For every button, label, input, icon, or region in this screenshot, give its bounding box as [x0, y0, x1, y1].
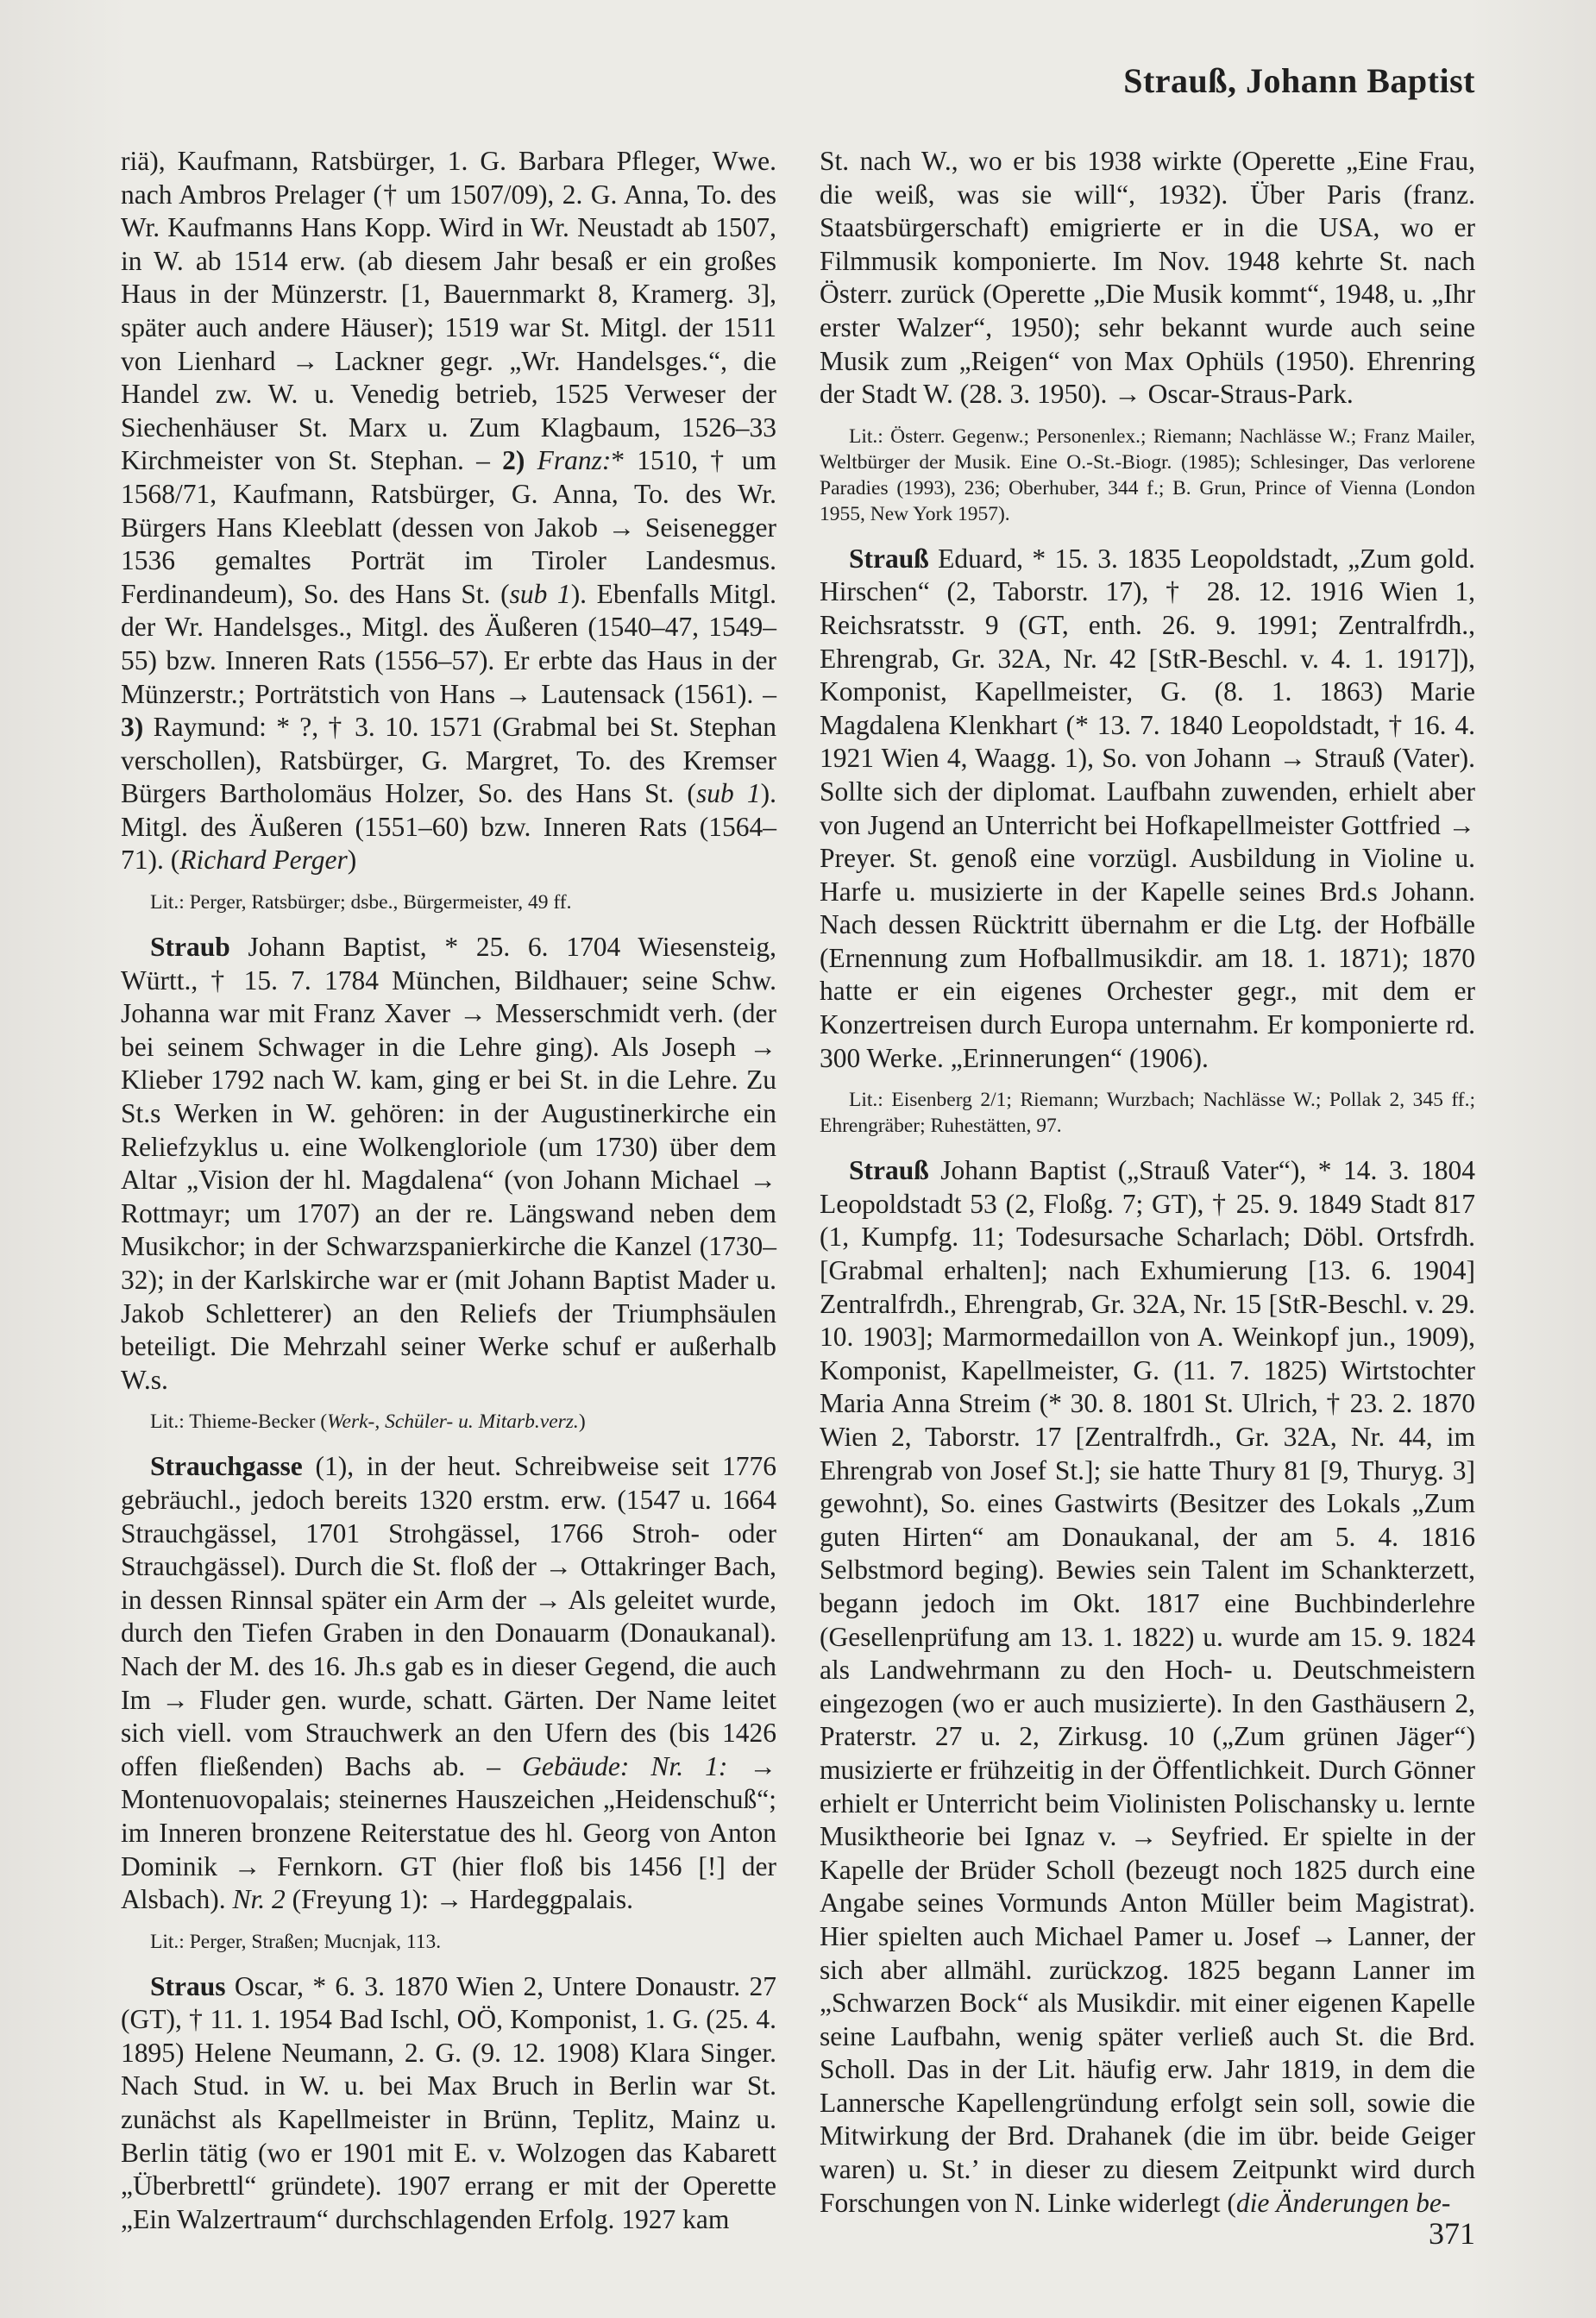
text-segment: ) — [347, 845, 357, 876]
entry-text: (Freyung 1): → Hardeggpalais. — [292, 1884, 634, 1915]
entry-headword: Straus — [150, 1970, 226, 2001]
cross-reference: sub 1 — [695, 778, 761, 809]
entry-strauss-family-continuation — [121, 145, 776, 877]
page-number: 371 — [1429, 2216, 1475, 2251]
entry-text: Johann Baptist, * 25. 6. 1704 Wiesensteig, Württ., † 15. 7. 1784 München, Bildhauer; seine Schw. Johanna war mit Franz Xaver → Messerschmidt verh. (der bei seinem Schwager in die Lehre ging). Als Joseph → Klieber 1792 nach W. kam, ging er bei St. in die Lehre. Zu St.s Werken in W. gehören: in der Augustinerkirche ein Reliefzyklus u. eine Wolkengloriole (um 1730) über dem Altar „Vision der hl. Magdalena“ (von Johann Michael → Rottmayr; um 1707) an der re. Längswand neben dem Musikchor; in der Schwarzspanierkirche die Kanzel (1730–32); in der Karlskirche war er (mit Johann Baptist Mader u. Jakob Schletterer) an den Reliefs der Triumphsäulen beteiligt. Die Mehrzahl seiner Werke schuf er außerhalb W.s. — [121, 932, 776, 1395]
entry-strauss-eduard — [820, 543, 1475, 1076]
text-segment: die Änderungen be- — [1235, 2187, 1451, 2218]
literature-note: Lit.: Perger, Ratsbürger; dsbe., Bürgermeister, 49 ff. — [150, 891, 572, 914]
literature-note: Lit.: Eisenberg 2/1; Riemann; Wurzbach; Nachlässe W.; Pollak 2, 345 ff.; Ehrengräber; Ruhestätten, 97. — [820, 1089, 1475, 1138]
subentry-name: Franz: — [537, 445, 612, 476]
text-segment: ). Ebenfalls Mitgl. der Wr. Handelsges., Mitgl. des Äußeren (1540–47, 1549–55) bzw. Inneren Rats (1556–57). Er erbte das Haus in der Münzerstr.; Porträtstich von Hans → Lautensack (1561). – — [121, 578, 777, 709]
entry-headword: Strauchgasse — [150, 1451, 303, 1482]
literature-note: Lit.: Österr. Gegenw.; Personenlex.; Riemann; Nachlässe W.; Franz Mailer, Weltbürger der Musik. Eine O.-St.-Biogr. (1985); Schlesinger, Das verlorene Paradies (1993), 236; Oberhuber, 344 f.; B. Grun, Prince of Vienna (London 1955, New York 1957). — [820, 424, 1475, 525]
running-header: Strauß, Johann Baptist — [1123, 61, 1475, 100]
author-signature: Richard Perger — [179, 845, 348, 876]
text-segment: * 1510, † um 1568/71, Kaufmann, Ratsbürger, G. Anna, To. des Wr. Bürgers Hans Kleeblatt (dessen von Jakob → Seisenegger 1536 gemaltes Porträt im Tiroler Landesmus. Ferdinandeum), So. des Hans St. ( — [121, 445, 776, 609]
text-segment: Werk-, Schüler- u. Mitarb.verz. — [327, 1410, 579, 1434]
section-label: Nr. 2 — [232, 1884, 286, 1915]
section-label: Gebäude: Nr. 1: — [522, 1750, 728, 1781]
entry-straub — [121, 931, 776, 1397]
entry-text: (1), in der heut. Schreibweise seit 1776 gebräuchl., jedoch bereits 1320 erstm. erw. (1547 u. 1664 Strauchgässel, 1701 Strohgässel, 1766 Stroh- oder Strauchgässel). Durch die St. floß der → Ottakringer Bach, in dessen Rinnsal später ein Arm der → Als geleitet wurde, durch den Tiefen Graben in den Donauarm (Donaukanal). Nach der M. des 16. Jh.s gab es in dieser Gegend, die auch Im → Fluder gen. wurde, schatt. Gärten. Der Name leitet sich viell. vom Strauchwerk an den Ufern des (bis 1426 offen fließenden) Bachs ab. – — [121, 1451, 777, 1781]
subentry-number: 2) — [502, 445, 525, 476]
entry-text: Eduard, * 15. 3. 1835 Leopoldstadt, „Zum gold. Hirschen“ (2, Taborstr. 17), † 28. 12. 1916 Wien 1, Reichsratsstr. 9 (GT, enth. 26. 9. 1991; Zentralfrdh., Ehrengrab, Gr. 32A, Nr. 42 [StR-Beschl. v. 4. 1. 1917]), Komponist, Kapellmeister, G. (8. 1. 1863) Marie Magdalena Klenkhart (* 13. 7. 1840 Leopoldstadt, † 16. 4. 1921 Wien 4, Waagg. 1), So. von Johann → Strauß (Vater). Sollte sich der diplomat. Laufbahn zuwenden, erhielt aber von Jugend an Unterricht bei Hofkapellmeister Gottfried → Preyer. St. genoß eine vorzügl. Ausbildung in Violine u. Harfe u. musizierte in der Kapelle seines Brd.s Johann. Nach dessen Rücktritt übernahm er die Ltg. der Hofbälle (Ernennung zum Hofballmusikdir. am 18. 1. 1871); 1870 hatte er ein eigenes Orchester gegr., mit dem er Konzertreisen durch Europa unternahm. Er komponierte rd. 300 Werke. „Erinnerungen“ (1906). — [820, 543, 1476, 1073]
entry-text: Johann Baptist („Strauß Vater“), * 14. 3. 1804 Leopoldstadt 53 (2, Floßg. 7; GT), † 25. 9. 1849 Stadt 817 (1, Kumpfg. 11; Todesursache Scharlach; Döbl. Ortsfrdh. [Grabmal erhalten]; nach Exhumierung [13. 6. 1904] Zentralfrdh., Ehrengrab, Gr. 32A, Nr. 15 [StR-Beschl. v. 29. 10. 1903]; Marmormedaillon von A. Weinkopf jun., 1909), Komponist, Kapellmeister, G. (11. 7. 1825) Wirtstochter Maria Anna Streim (* 30. 8. 1801 St. Ulrich, † 23. 2. 1870 Wien 2, Taborstr. 17 [Zentralfrdh., Gr. 32A, Nr. 44, im Ehrengrab von Josef St.]; sie hatte Thury 81 [9, Thuryg. 3] gewohnt), So. eines Gastwirts (Besitzer des Lokals „Zum guten Hirten“ am Donaukanal, der am 5. 4. 1816 Selbstmord beging). Bewies sein Talent im Schankterzett, begann jedoch im Okt. 1817 eine Buchbinderlehre (Gesellenprüfung am 13. 1. 1822) u. wurde am 15. 9. 1824 als Landwehrmann zu den Hoch- u. Deutschmeistern eingezogen (wo er auch musizierte). In den Gasthäusern 2, Praterstr. 27 u. 2, Zirkusg. 10 („Zum grünen Jäger“) musizierte er frühzeitig in der Öffentlichkeit. Durch Gönner erhielt er Unterricht beim Violinisten Polischansky u. lernte Musiktheorie bei Ignaz v. → Seyfried. Er spielte in der Kapelle der Brüder Scholl (bezeugt noch 1825 durch eine Angabe seines Vormunds Anton Müller beim Magistrat). Hier spielten auch Michael Pamer u. Josef → Lanner, der sich aber allmähl. zurückzog. 1825 begann Lanner im „Schwarzen Bock“ als Musikdir. mit einer eigenen Kapelle seine Laufbahn, wenig später verließ auch St. die Brd. Scholl. Das in der Lit. häufig erw. Jahr 1819, in dem die Lannersche Kapellengründung erfolgt sein soll, sowie die Mitwirkung der Brd. Drahanek (die im übr. beide Geiger waren) u. St.’ in dieser zu diesem Zeitpunkt wird durch Forschungen von N. Linke widerlegt ( — [820, 1155, 1476, 2218]
text-segment: ) — [578, 1410, 586, 1434]
text-segment: Lit.: Thieme-Becker ( — [150, 1410, 328, 1434]
subentry-number: 3) — [121, 712, 144, 743]
entry-straus-oscar — [121, 1970, 776, 2237]
text-segment: riä), Kaufmann, Ratsbürger, 1. G. Barbara Pfleger, Wwe. nach Ambros Prelager († um 1507/09), 2. G. Anna, To. des Wr. Kaufmanns Hans Kopp. Wird in Wr. Neustadt ab 1507, in W. ab 1514 erw. (ab diesem Jahr besaß er ein großes Haus in der Münzerstr. [1, Bauernmarkt 8, Kramerg. 3], später auch andere Häuser); 1519 war St. Mitgl. der 1511 von Lienhard → Lackner gegr. „Wr. Handelsges.“, die Handel zw. W. u. Venedig betrieb, 1525 Verweser der Siechenhäuser St. Marx u. Zum Klagbaum, 1526–33 Kirchmeister von St. Stephan. – — [121, 146, 776, 476]
entry-text: → Montenuovopalais; steinernes Hauszeichen „Heidenschuß“; im Inneren bronzene Reiterstatue des hl. Georg von Anton Dominik → Fernkorn. GT (hier floß bis 1456 [!] der Alsbach). — [121, 1750, 776, 1915]
entry-strauss-johann-baptist — [820, 1154, 1475, 2220]
entry-straus-oscar-continuation: St. nach W., wo er bis 1938 wirkte (Operette „Eine Frau, die weiß, was sie will“, 1932). Über Paris (franz. Staatsbürgerschaft) emigrierte er in die USA, wo er Filmmusik komponierte. Im Nov. 1948 kehrte St. nach Österr. zurück (Operette „Die Musik kommt“, 1948, u. „Ihr erster Walzer“, 1950); sehr bekannt wurde auch seine Musik zum „Reigen“ von Max Ophüls (1950). Ehrenring der Stadt W. (28. 3. 1950). → Oscar-Straus-Park. — [820, 146, 1475, 410]
entry-headword: Strauß — [849, 543, 929, 574]
cross-reference: sub 1 — [509, 578, 571, 609]
entry-headword: Strauß — [849, 1155, 929, 1186]
entry-strauchgasse — [121, 1450, 776, 1916]
literature-note — [121, 1409, 776, 1435]
entry-text: Oscar, * 6. 3. 1870 Wien 2, Untere Donaustr. 27 (GT), † 11. 1. 1954 Bad Ischl, OÖ, Komponist, 1. G. (25. 4. 1895) Helene Neumann, 2. G. (9. 12. 1908) Klara Singer. Nach Stud. in W. u. bei Max Bruch in Berlin war St. zunächst als Kapellmeister in Brünn, Teplitz, Mainz u. Berlin tätig (wo er 1901 mit E. v. Wolzogen das Kabarett „Überbrettl“ gründete). 1907 errang er mit der Operette „Ein Walzertraum“ durchschlagenden Erfolg. 1927 kam — [121, 1970, 776, 2234]
text-segment: ). Mitgl. des Äußeren (1551–60) bzw. Inneren Rats (1564–71). ( — [121, 778, 776, 876]
literature-note: Lit.: Perger, Straßen; Mucnjak, 113. — [150, 1930, 442, 1953]
left-column — [121, 145, 776, 2248]
right-column — [820, 145, 1475, 2232]
text-segment: Raymund: * ?, † 3. 10. 1571 (Grabmal bei St. Stephan verschollen), Ratsbürger, G. Margret, To. des Kremser Bürgers Bartholomäus Holzer, So. des Hans St. ( — [121, 712, 777, 809]
entry-headword: Straub — [150, 932, 230, 963]
